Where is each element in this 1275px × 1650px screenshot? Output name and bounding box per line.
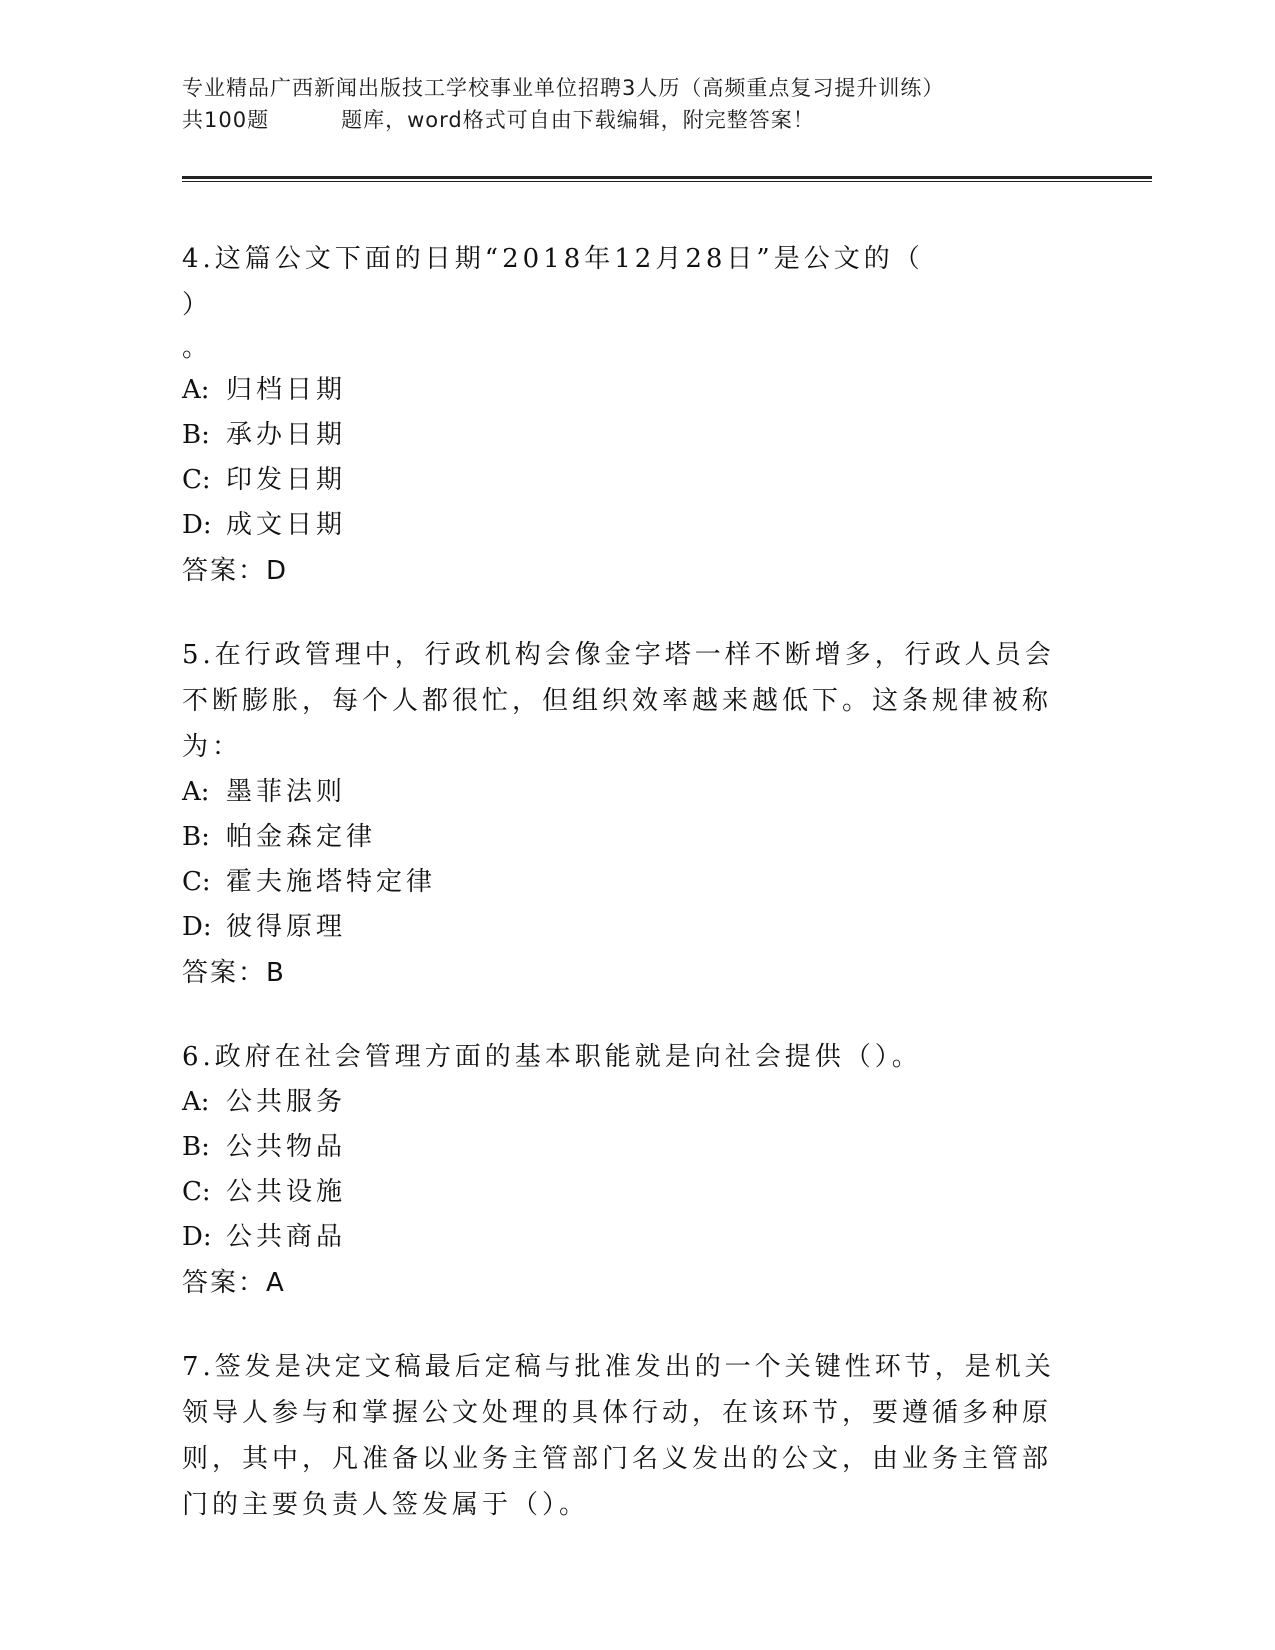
option-c: C: 公共设施 [182, 1177, 347, 1207]
question-stem-tail: 。 [182, 333, 213, 363]
question-7 [182, 1344, 1062, 1528]
answer: 答案：B [182, 958, 286, 988]
question-4 [182, 236, 1062, 594]
option-a: A: 公共服务 [182, 1087, 347, 1117]
header-subtitle [182, 104, 1082, 136]
question-stem: 7.签发是决定文稿最后定稿与批准发出的一个关键性环节，是机关领导人参与和掌握公文处理的具体行动，在该环节，要遵循多种原则，其中，凡准备以业务主管部门名义发出的公文，由业务主管部门的主要负责人签发属于（）。 [182, 1352, 1055, 1520]
option-c: C: 印发日期 [182, 465, 347, 495]
question-stem: 4.这篇公文下面的日期“2018年12月28日”是公文的（） [182, 244, 924, 320]
option-c: C: 霍夫施塔特定律 [182, 867, 437, 897]
option-d: D: 成文日期 [182, 510, 347, 540]
header-divider-thin [182, 181, 1152, 182]
option-a: A: 墨菲法则 [182, 777, 347, 807]
question-stem: 5.在行政管理中，行政机构会像金字塔一样不断增多，行政人员会不断膨胀，每个人都很忙，但组织效率越来越低下。这条规律被称为： [182, 640, 1055, 762]
option-d: D: 公共商品 [182, 1222, 347, 1252]
option-a: A: 归档日期 [182, 375, 347, 405]
header-description: 题库，word格式可自由下载编辑，附完整答案！ [341, 108, 815, 132]
question-stem: 6.政府在社会管理方面的基本职能就是向社会提供（）。 [182, 1042, 922, 1072]
page-header [182, 72, 1082, 136]
question-list [182, 236, 1062, 1566]
option-b: B: 帕金森定律 [182, 822, 377, 852]
option-b: B: 承办日期 [182, 420, 347, 450]
header-divider-thick [182, 176, 1152, 179]
header-count: 共100题 [182, 108, 270, 132]
answer: 答案：D [182, 556, 289, 586]
question-5 [182, 632, 1062, 996]
question-6 [182, 1034, 1062, 1306]
option-b: B: 公共物品 [182, 1132, 347, 1162]
answer: 答案：A [182, 1268, 286, 1298]
option-d: D: 彼得原理 [182, 912, 347, 942]
header-title: 专业精品广西新闻出版技工学校事业单位招聘3人历（高频重点复习提升训练） [182, 76, 945, 100]
